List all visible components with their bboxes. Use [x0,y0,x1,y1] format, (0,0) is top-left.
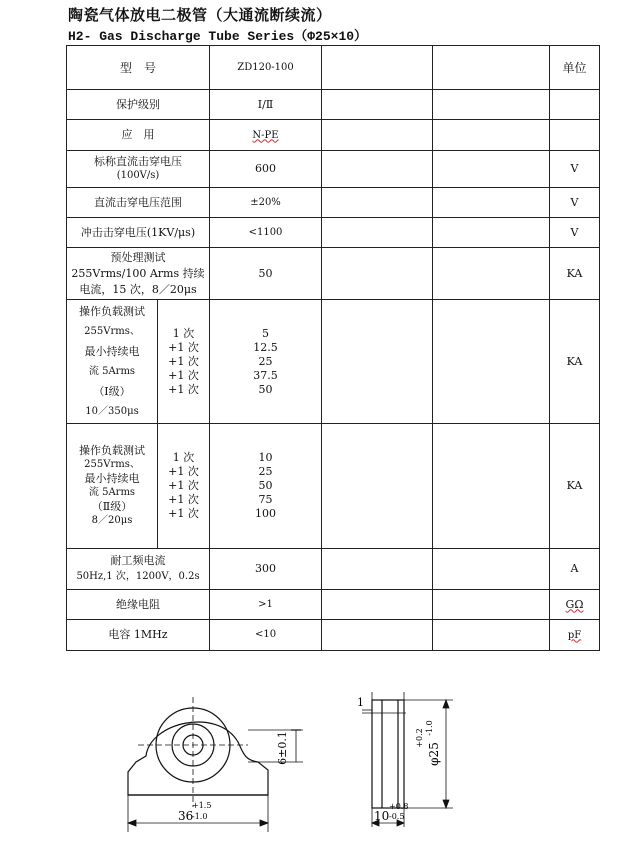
row-value: <1100 [210,218,322,248]
row-unit: V [550,188,600,218]
page-title: 陶瓷气体放电二极管（大通流断续流） [68,6,332,24]
row-unit [550,90,600,120]
row-label: 保护级别 [67,90,210,120]
duty-label: 操作负载测试 [79,444,145,457]
front-width-tol-upper: +1.5 [192,801,212,810]
dimension-drawing [108,682,470,834]
row-value: Ⅰ/Ⅱ [210,90,322,120]
table-header-row [67,46,600,90]
duty-value: 100 [255,507,277,520]
row-value: ±20% [210,188,322,218]
row-unit: V [550,151,600,188]
duty-value: 12.5 [253,340,278,354]
duty-value: 50 [258,382,273,396]
table-row [67,248,600,300]
header-param: 型 号 [67,46,210,90]
row-label: 冲击击穿电压(1KV/μs) [67,218,210,248]
duty-label: 操作负载测试 [79,304,145,318]
row-label-sub: (100V/s) [116,170,160,181]
side-width-tol-upper: +0.8 [389,802,409,811]
duty-label: 10／350μs [85,405,139,417]
table-row-duty-class2 [67,424,600,549]
duty-label: 255Vrms、 [84,325,140,337]
duty-value: 5 [262,326,270,340]
duty-label: （Ⅱ级） [91,500,133,513]
table-row [67,188,600,218]
row-label: 电容 1MHz [67,620,210,651]
header-col4 [433,46,550,90]
duty-count: +1 次 [168,354,199,368]
table-row-duty-class1 [67,300,600,424]
row-value: 600 [210,151,322,188]
row-unit: GΩ [565,597,584,611]
row-unit: A [550,549,600,590]
duty-count: +1 次 [168,340,199,354]
row-label-sub: 电流，15 次，8／20μs [79,282,197,296]
table-row [67,620,600,651]
row-label: 标称直流击穿电压 [94,155,182,168]
row-unit: KA [550,248,600,300]
table-row [67,590,600,620]
duty-label: 8／20μs [91,515,133,526]
duty-label: 最小持续电 [84,344,140,358]
duty-label: 最小持续电 [84,472,140,485]
row-label: 预处理测试 [110,250,166,264]
row-unit: V [550,218,600,248]
row-unit [550,120,600,151]
duty-count: +1 次 [168,368,199,382]
table-row [67,90,600,120]
duty-value: 10 [258,451,273,464]
duty-count: 1 次 [172,326,195,340]
duty-count: +1 次 [168,507,199,520]
side-width-tol-lower: -0.5 [389,812,405,821]
table-row [67,120,600,151]
duty-count: +1 次 [168,465,199,478]
row-value: 300 [210,549,322,590]
duty-label: 流 5Arms [88,487,136,498]
row-label: 直流击穿电压范围 [67,188,210,218]
row-unit: pF [567,629,582,641]
row-label-sub: 255Vrms/100 Arms 持续 [71,266,205,280]
duty-label: 流 5Arms [88,365,136,377]
page-subtitle: H2- Gas Discharge Tube Series（Φ25×10） [68,29,368,44]
side-diameter-tol-lower: -1.0 [425,720,434,736]
row-label: 应 用 [67,120,210,151]
duty-count: +1 次 [168,382,199,396]
duty-count: +1 次 [168,479,199,492]
row-label: 耐工频电流 [110,554,166,567]
duty-value: 37.5 [253,368,278,382]
header-model: ZD120-100 [210,46,322,90]
table-row [67,549,600,590]
header-unit: 单位 [550,46,600,90]
row-unit: KA [550,424,600,549]
front-width-label: 36 [178,809,194,823]
row-value: 50 [210,248,322,300]
duty-value: 25 [258,465,273,478]
row-label: 绝缘电阻 [67,590,210,620]
row-value: <10 [210,620,322,651]
header-col3 [322,46,433,90]
row-label-sub: 50Hz,1 次，1200V，0.2s [76,571,200,582]
spec-table [66,45,600,651]
hole-dimension-label: 6±0.1 [276,731,289,765]
duty-value: 50 [258,479,273,492]
side-width-label: 10 [374,809,390,823]
duty-value: 25 [258,354,273,368]
front-width-tol-lower: -1.0 [192,812,208,821]
row-unit: KA [550,300,600,424]
side-top-label: 1 [357,696,364,709]
row-value: >1 [210,590,322,620]
row-value: N-PE [252,129,279,141]
duty-count: 1 次 [172,451,195,464]
duty-label: （Ⅰ级） [93,384,131,398]
duty-label: 255Vrms、 [84,459,140,470]
side-diameter-label: φ25 [427,742,441,766]
side-diameter-tol-upper: +0.2 [415,728,424,748]
drawing-background [108,682,470,834]
table-row [67,151,600,188]
duty-count: +1 次 [168,493,199,506]
duty-value: 75 [258,493,273,506]
table-row [67,218,600,248]
